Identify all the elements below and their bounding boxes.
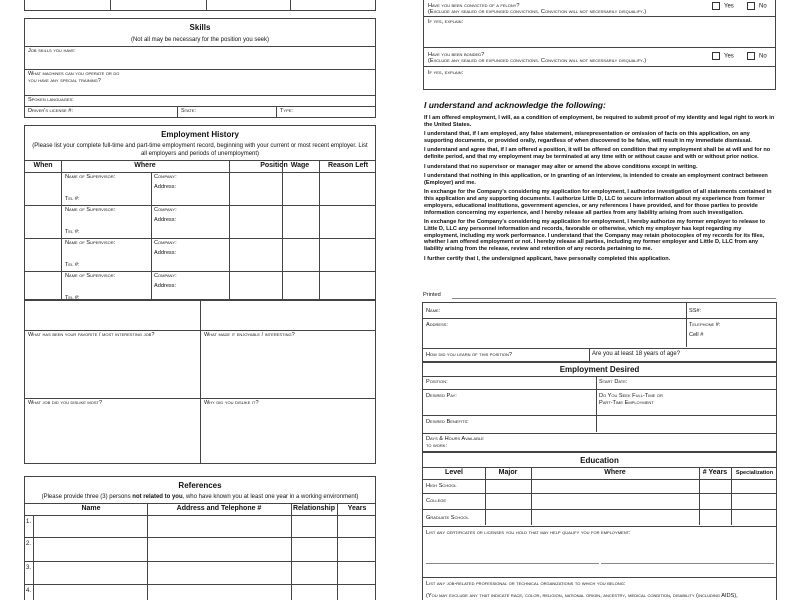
employment-history-section — [24, 125, 376, 300]
references-note-bold: not related to you — [132, 494, 183, 500]
felony-no-checkbox[interactable] — [747, 2, 755, 10]
job-skills-label: Job skills you have: — [28, 48, 76, 54]
acknowledge-paragraph: I understand and agree that, if I am offered a position, it will be offered on condition that my employment shall be at will and for no definite period, and that my employment may be terminated at any time with or without cause and with or without prior notice. — [424, 147, 771, 161]
certificates-line — [426, 563, 599, 564]
bonded-explain-label: If yes, explain: — [428, 70, 464, 76]
ref-col-address: Address and Telephone # — [176, 505, 262, 512]
col-position: Position — [260, 162, 288, 169]
bonded-note: (Exclude any sealed or expunged convictions. Conviction will not necessarily disqualify.) — [428, 58, 647, 64]
acknowledge-paragraph: I further certify that I, the undersigned applicant, have personally completed this application. — [424, 255, 671, 262]
level-college: College — [426, 498, 447, 504]
supervisor-label: Name of Supervisor: — [65, 174, 116, 180]
references-note — [25, 494, 375, 502]
why-disliked-label: Why did you dislike it? — [204, 400, 259, 406]
ref-col-relationship: Relationship — [292, 505, 335, 512]
acknowledge-paragraph: I understand that, if I am employed, any false statement, misrepresentation or omission of facts on this application, on any supporting documents, or provided orally, regardless of when discovered to be false, will result in my immediate dismissal. — [424, 131, 752, 144]
tel-label: Tel #: — [65, 196, 80, 202]
references-section — [24, 476, 376, 600]
ref-row-number: 4. — [26, 588, 32, 594]
acknowledge-title: I understand and acknowledge the following: — [424, 100, 606, 110]
felony-section — [423, 0, 776, 90]
benefits-label: Desired Benefits: — [426, 419, 469, 425]
certificates-label: List any certificates or licenses you hold that may help qualify you for employment: — [426, 530, 631, 536]
acknowledge-paragraphs — [424, 115, 776, 262]
supervisor-label: Name of Supervisor: — [65, 240, 116, 246]
company-label: Company: — [154, 240, 177, 246]
edu-col-major: Major — [498, 469, 518, 476]
organizations-label: List any job-related professional or technical organizations to which you belong: — [426, 581, 626, 587]
skills-section — [24, 18, 376, 118]
ref-row-number: 3. — [26, 565, 32, 571]
col-wage: Wage — [290, 162, 310, 169]
learn-position-label: How did you learn of this position? — [426, 352, 513, 358]
felony-note: (Exclude any sealed or expunged convictions. Conviction will not necessarily disqualify.) — [428, 9, 647, 15]
col-when: When — [33, 162, 53, 169]
fulltime-label: Do You Seek Full-Time or Part-Time Employment — [599, 393, 663, 406]
desired-pay-label: Desired Pay: — [426, 393, 457, 399]
felony-question: Have you been convicted of a felony? — [428, 3, 520, 9]
company-label: Company: — [154, 207, 177, 213]
languages-label: Spoken languages: — [28, 97, 74, 103]
employment-history-note: (Please list your complete full-time and part-time employment record, beginning with your current or most recent employer. List all employers and periods of unemployment) — [32, 143, 368, 157]
bonded-no-checkbox[interactable] — [747, 52, 755, 60]
references-title: References — [178, 481, 222, 490]
col-reason-left: Reason Left — [327, 162, 369, 169]
address-label: Address: — [426, 322, 448, 328]
address-label: Address: — [154, 283, 177, 289]
edu-col-specialization: Specialization — [735, 470, 774, 476]
address-label: Address: — [154, 250, 177, 256]
start-date-label: Start Date: — [599, 379, 628, 385]
ref-row-number: 2. — [26, 541, 32, 547]
acknowledge-section — [424, 100, 776, 265]
telephone-label: Telephone #: — [689, 322, 721, 328]
address-label: Address: — [154, 217, 177, 223]
references-note-post: , who have known you at least one year in a working environment) — [182, 494, 359, 500]
company-label: Company: — [154, 273, 177, 279]
days-hours-label: Days & Hours Available to work: — [426, 436, 484, 449]
applicant-section — [422, 302, 777, 362]
acknowledge-paragraph: In exchange for the Company's considering my application for employment, I hereby authorize my former employer to release to Little D, LLC any personnel information and records, favorable or otherwise, which my employer has kept regarding my employment, including my work performance. I understand that the Company may retain photocopies of my records for its files, whether I am offered employment or not. I hereby release all parties, including my former employer and Little D, LLC from any liability arising from the release, review and retention of any records pertaining to me. — [424, 218, 766, 253]
felony-yes-checkbox[interactable] — [712, 2, 720, 10]
felony-explain-label: If yes, explain: — [428, 19, 464, 25]
address-label: Address: — [154, 184, 177, 190]
supervisor-label: Name of Supervisor: — [65, 273, 116, 279]
bonded-no-option[interactable] — [747, 52, 767, 61]
ref-row-number: 1. — [26, 519, 32, 525]
edu-col-level: Level — [445, 469, 463, 476]
employment-desired-section — [422, 362, 777, 452]
bonded-yes-checkbox[interactable] — [712, 52, 720, 60]
acknowledge-paragraph: I understand that no supervisor or manager may alter or amend the above conditions except in writing. — [424, 163, 698, 170]
bonded-question: Have you been bonded? — [428, 52, 485, 58]
disliked-job-label: What job did you dislike most? — [28, 400, 103, 406]
ssn-label: SS#: — [689, 308, 702, 314]
employment-history-title: Employment History — [161, 130, 239, 139]
bonded-no-label: No — [759, 53, 767, 60]
felony-no-label: No — [759, 3, 767, 10]
edu-col-years: # Years — [702, 469, 728, 476]
machines-label: What machines can you operate or do you have any special training? — [28, 71, 120, 84]
level-graduate-school: Graduate School — [426, 515, 469, 521]
printed-line — [452, 298, 776, 299]
bonded-yes-label: Yes — [724, 53, 734, 60]
tel-label: Tel #: — [65, 229, 80, 235]
col-where: Where — [134, 162, 156, 169]
felony-no-option[interactable] — [747, 2, 767, 11]
exclude-note: (You may exclude any that indicate race, color, religion, national origin, ancestry, medical condition, disability (including AIDS), — [426, 593, 738, 599]
acknowledge-paragraph: I understand that nothing in this application, or in granting of an interview, is intended to create an employment contract between (Employer) and me. — [424, 172, 768, 186]
state-label: State: — [181, 108, 196, 114]
felony-yes-label: Yes — [724, 3, 734, 10]
education-title: Education — [580, 456, 619, 465]
references-note-pre: (Please provide three (3) persons — [41, 494, 133, 500]
skills-note: (Not all may be necessary for the position you seek) — [130, 37, 270, 43]
tel-label: Tel #: — [65, 262, 80, 268]
skills-title: Skills — [189, 23, 211, 32]
acknowledge-paragraph: In exchange for the Company's considering my application for employment, I authorize investigation of all statements contained in this application and any supporting documents. I authorize Little D, LLC to secure information about my experience from former employers, educational institutions, government agencies, or any references I have provided, and for those parties to provide information concerning my experience, and I hereby release all parties from any liability arising from such investigation. — [424, 189, 772, 216]
type-label: Type: — [280, 108, 293, 114]
education-section — [422, 452, 777, 600]
acknowledge-paragraph: If I am offered employment, I will, as a condition of employment, be required to submit proof of my identity and legal right to work in the United States. — [424, 115, 775, 128]
bonded-yes-option[interactable] — [712, 52, 734, 61]
age-question: Are you at least 18 years of age? — [592, 351, 681, 357]
ref-col-name: Name — [81, 505, 101, 512]
edu-col-where: Where — [604, 469, 626, 476]
license-label: Driver's license #: — [28, 108, 73, 114]
enjoyable-label: What made it enjoyable / interesting? — [204, 332, 295, 338]
name-label: Name: — [426, 308, 441, 314]
previous-table-stub — [24, 0, 376, 11]
supervisor-label: Name of Supervisor: — [65, 207, 116, 213]
cell-label: Cell # — [689, 332, 704, 338]
certificates-line — [601, 563, 774, 564]
employment-desired-title: Employment Desired — [559, 365, 640, 374]
position-label: Position: — [426, 379, 448, 385]
company-label: Company: — [154, 174, 177, 180]
favorite-job-label: What has been your favorite / most interesting job? — [28, 332, 155, 338]
level-high-school: High School — [426, 483, 457, 489]
felony-yes-option[interactable] — [712, 2, 734, 11]
printed-label: Printed — [423, 292, 441, 298]
job-questions-section — [24, 300, 376, 464]
ref-col-years: Years — [347, 505, 367, 512]
tel-label-partial: Tel #: — [65, 295, 80, 300]
